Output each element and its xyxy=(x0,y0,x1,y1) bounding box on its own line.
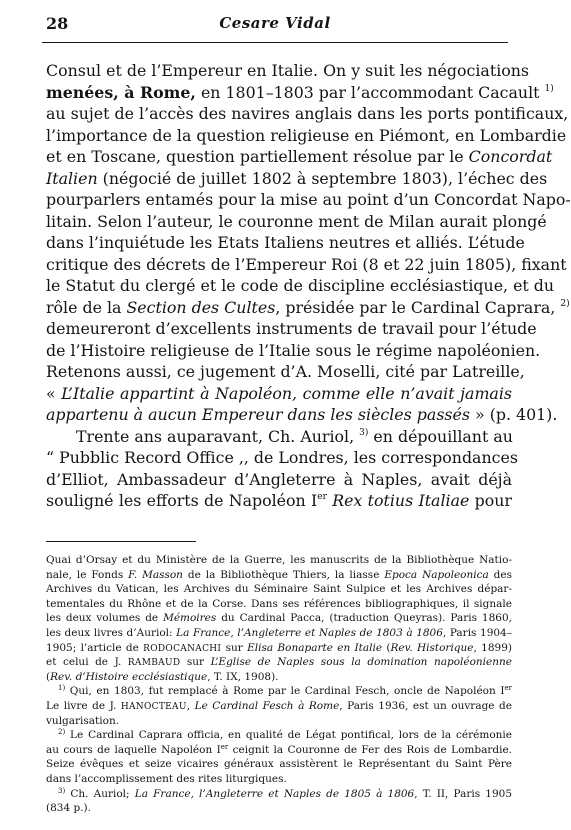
body-line: Italien (négocié de juillet 1802 à septembre 1803), l’échec des xyxy=(46,168,548,188)
body-line: pourparlers entamés pour la mise au point d’un Concordat Napo- xyxy=(46,190,571,209)
footnote-line: $^{1)}$ Qui, en 1803, fut remplacé à Rome par le Cardinal Fesch, oncle de Napoléon Ier xyxy=(58,684,512,698)
footnote-line: Seize évêques et seize vicaires généraux assistèrent le Représentant du Saint Père xyxy=(46,758,512,771)
body-line: critique des décrets de l’Empereur Roi (8 et 22 juin 1805), fixant xyxy=(46,254,567,274)
body-line: Trente ans auparavant, Ch. Auriol, $^{3)}$ en dépouillant au xyxy=(76,426,513,446)
body-line: litain. Selon l’auteur, le couronne ment de Milan aurait plongé xyxy=(46,211,547,231)
body-line: souligné les efforts de Napoléon Ier Rex totius Italiae pour xyxy=(46,491,512,510)
footnote-ref: 2) xyxy=(560,298,570,309)
footnote-line: Quai d’Orsay et du Ministère de la Guerre, les manuscrits de la Bibliothèque Natio- xyxy=(46,554,512,566)
body-line: dans l’inquiétude les Etats Italiens neutres et alliés. L’étude xyxy=(46,233,525,252)
footnote-line: au cours de laquelle Napoléon Ier ceignit la Couronne de Fer des Rois de Lombardie. xyxy=(46,742,512,756)
body-line: le Statut du clergé et le code de discipline ecclésiastique, et du xyxy=(46,276,555,295)
footnotes xyxy=(46,553,512,816)
footnote-ref: 1) xyxy=(544,83,554,94)
footnote-line: nale, le Fonds F. Masson de la Bibliothèque Thiers, la liasse Epoca Napoleonica des xyxy=(46,568,512,581)
footnote-ref: 3) xyxy=(359,427,369,438)
body-line: l’importance de la question religieuse en Piémont, en Lombardie xyxy=(46,125,567,145)
running-head xyxy=(46,14,504,36)
body-line: Retenons aussi, ce jugement d’A. Moselli, cité par Latreille, xyxy=(46,362,525,381)
footnote-rule xyxy=(46,541,196,542)
header-rule xyxy=(42,42,508,43)
body-line: « L’Italie appartint à Napoléon, comme elle n’avait jamais xyxy=(46,383,512,403)
body-line: demeureront d’excellents instruments de travail pour l’étude xyxy=(46,319,537,338)
body-line: rôle de la Section des Cultes, présidée par le Cardinal Caprara, $^{2)}$ xyxy=(46,297,570,317)
body-line: au sujet de l’accès des navires anglais dans les ports pontificaux, xyxy=(46,104,569,123)
footnote-line: (Rev. d’Histoire ecclésiastique, T. IX, 1908). xyxy=(46,670,279,683)
footnote-line: tementales du Rhône et de la Corse. Dans ses références bibliographiques, il signale xyxy=(46,597,512,610)
body-line: appartenu à aucun Empereur dans les siècles passés » (p. 401). xyxy=(46,405,558,424)
body-line: menées, à Rome, en 1801–1803 par l’accommodant Cacault $^{1)}$ xyxy=(46,82,554,102)
body-line: Consul et de l’Empereur en Italie. On y suit les négociations xyxy=(46,61,530,80)
footnote-line: les deux volumes de Mémoires du Cardinal Pacca, (traduction Queyras). Paris 1860, xyxy=(46,612,512,625)
footnote-line: 1905; l’article de RODOCANACHI sur Elisa Bonaparte en Italie (Rev. Historique, 1899) xyxy=(46,641,512,654)
running-title: Cesare Vidal xyxy=(219,14,331,32)
body-line: d’Elliot, Ambassadeur d’Angleterre à Naples, avait déjà xyxy=(46,469,512,489)
body-line: “ Pubblic Record Office ,, de Londres, les correspondances xyxy=(46,448,518,467)
body-line: de l’Histoire religieuse de l’Italie sous le régime napoléonien. xyxy=(46,340,541,360)
footnote-line: dans l’accomplissement des rites liturgiques. xyxy=(46,772,287,785)
footnote-line: (834 p.). xyxy=(46,802,91,815)
body-text xyxy=(46,60,571,512)
footnote-line: $^{2)}$ Le Cardinal Caprara officia, en qualité de Légat pontifical, lors de la cérémonie xyxy=(58,728,512,742)
footnote-line: Archives du Vatican, les Archives du Séminaire Saint Sulpice et les Archives dépar- xyxy=(46,583,512,596)
footnote-line: les deux livres d’Auriol: La France, l’Angleterre et Naples de 1803 à 1806, Paris 1904– xyxy=(46,626,512,639)
footnote-line: $^{3)}$ Ch. Auriol; La France, l’Angleterre et Naples de 1805 à 1806, T. II, Paris 1905 xyxy=(58,786,512,800)
page-number: 28 xyxy=(46,14,69,33)
footnote-line: vulgarisation. xyxy=(46,714,120,727)
footnote-line: et celui de J. RAMBAUD sur L’Eglise de Naples sous la domination napoléonienne xyxy=(46,656,512,669)
footnote-line: Le livre de J. HANOCTEAU, Le Cardinal Fesch à Rome, Paris 1936, est un ouvrage de xyxy=(46,699,512,712)
body-line: et en Toscane, question partiellement résolue par le Concordat xyxy=(46,147,553,166)
